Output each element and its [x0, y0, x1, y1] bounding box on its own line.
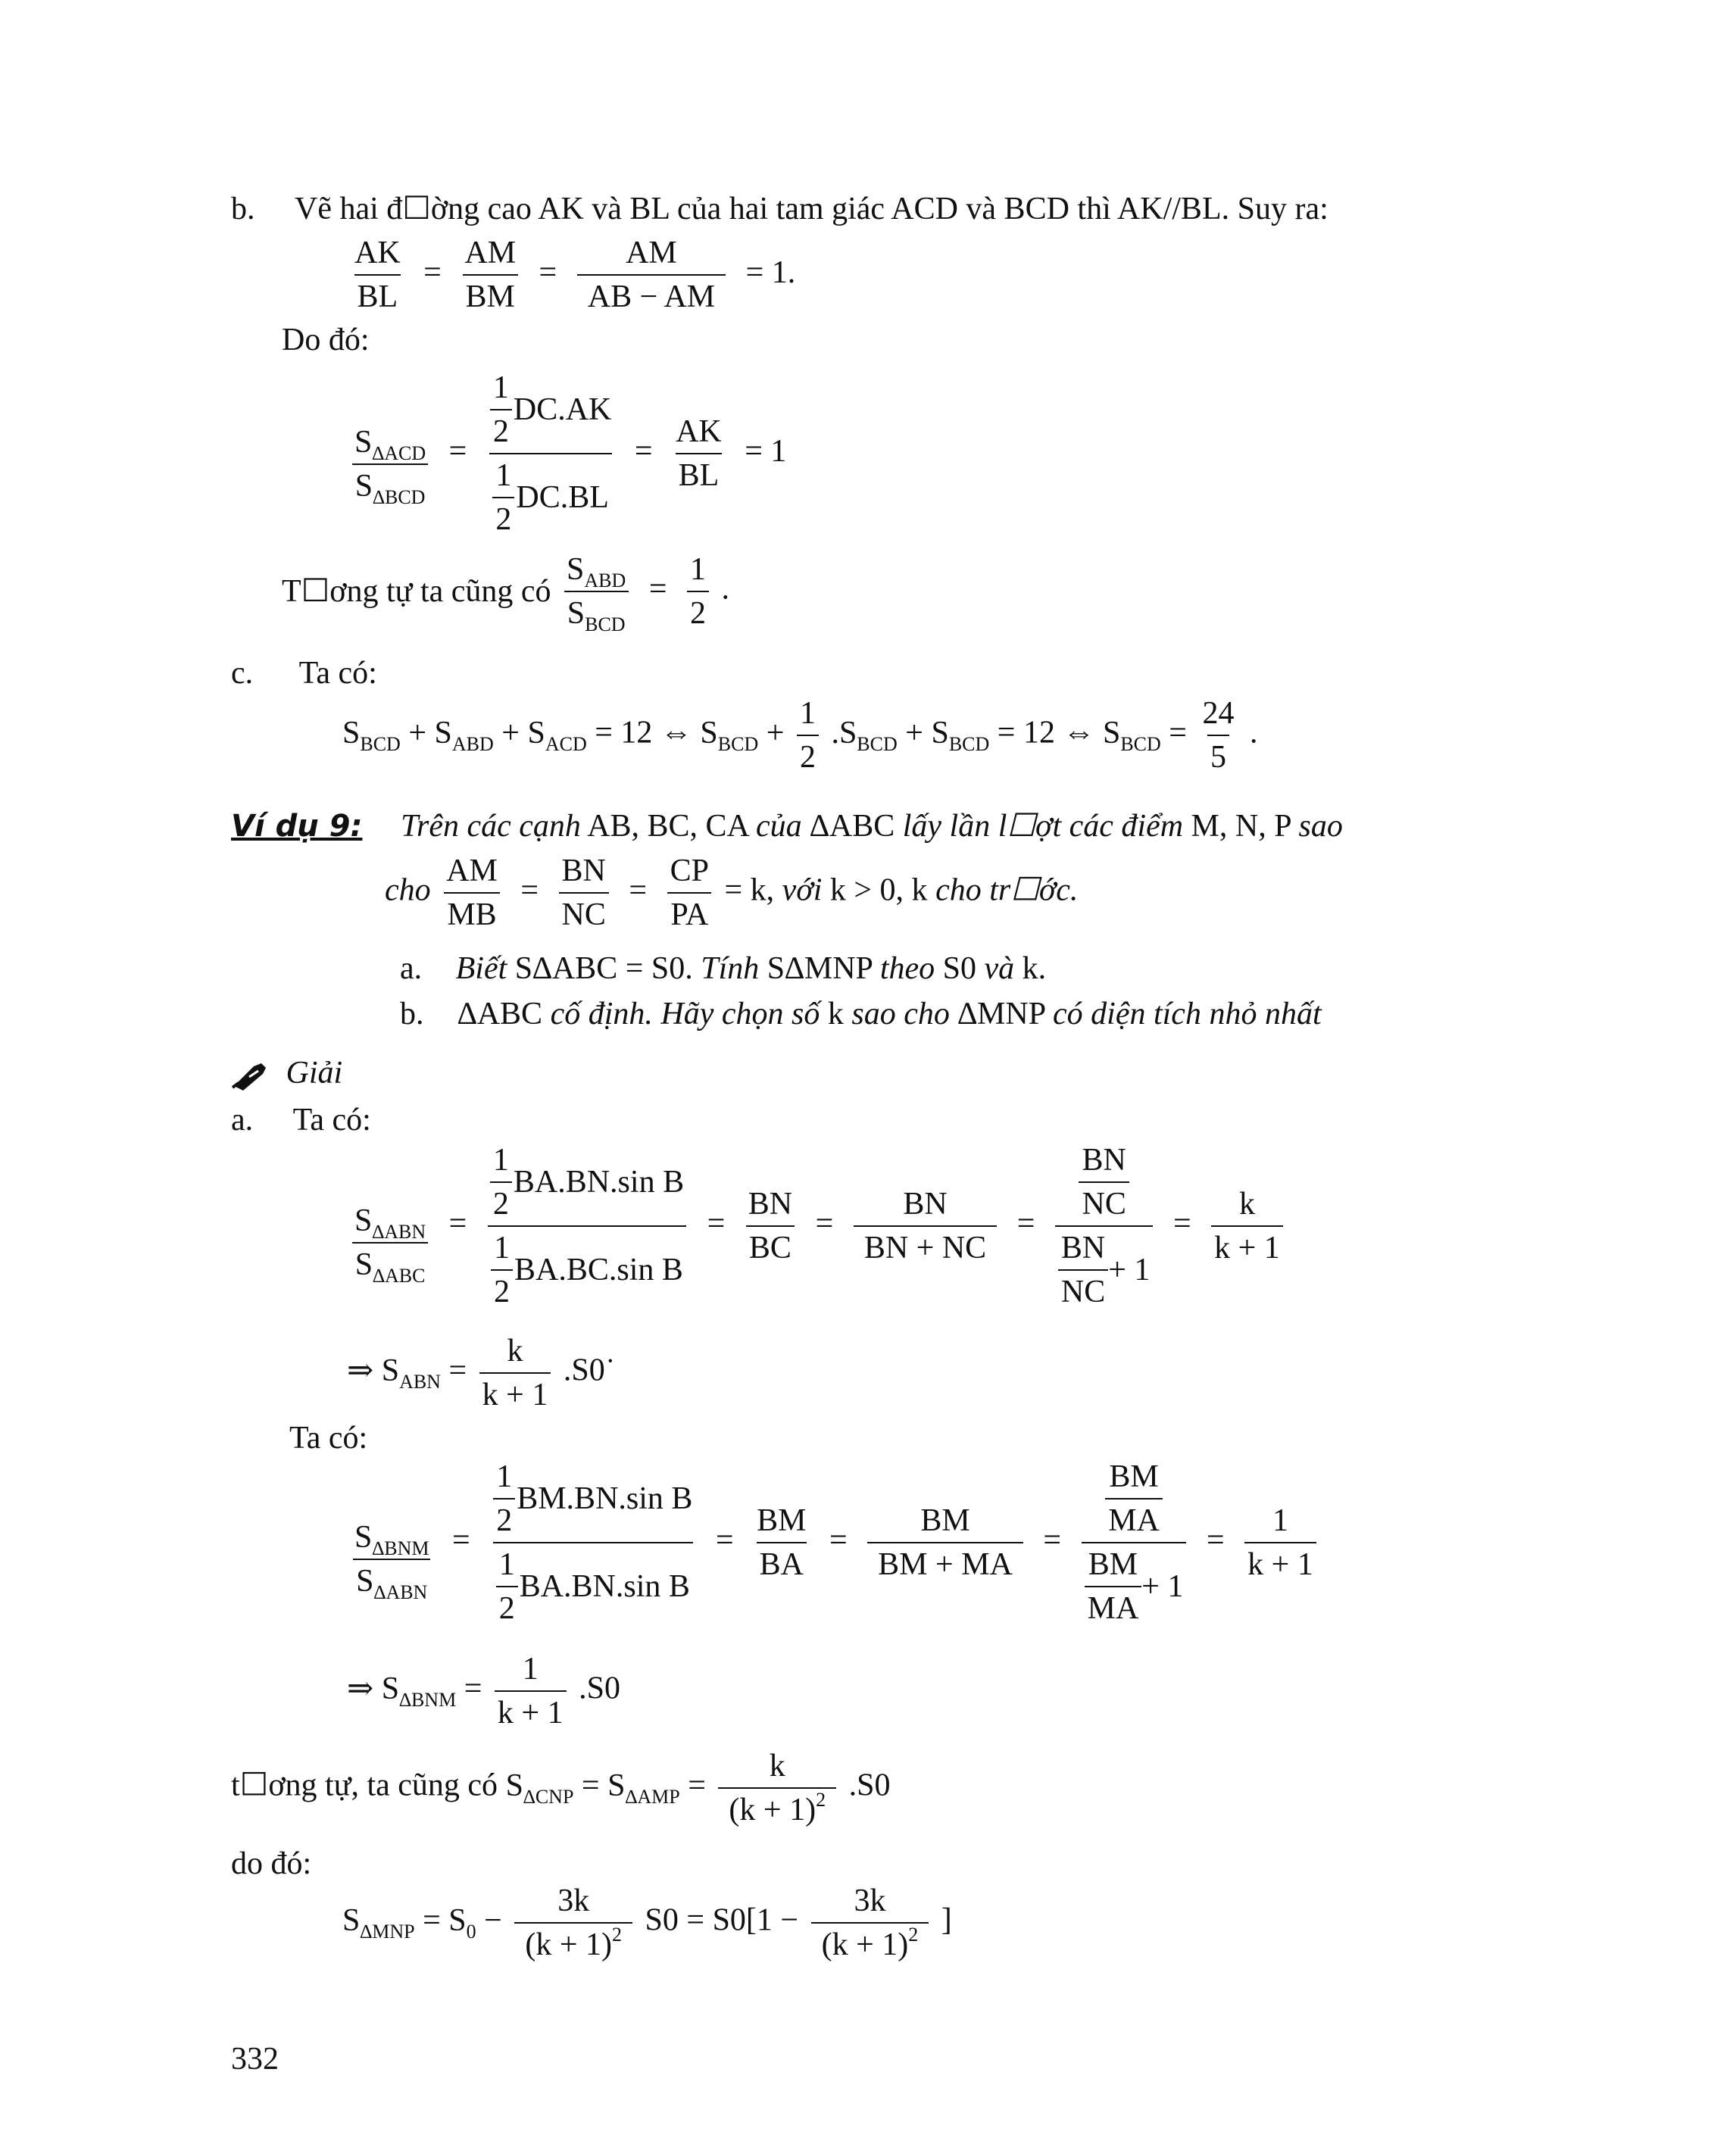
text: theo — [879, 951, 935, 986]
half-num: 1 — [492, 1143, 509, 1178]
subscript: BCD — [948, 732, 990, 755]
frac-num: AK — [354, 236, 401, 270]
frac-num: k — [1238, 1187, 1255, 1222]
frac-den: PA — [667, 892, 711, 932]
frac-num: AK — [676, 414, 722, 450]
text: b. — [400, 997, 424, 1031]
text: sao cho — [851, 997, 950, 1031]
half-num: 1 — [492, 370, 509, 405]
text: Trên các cạnh — [400, 809, 581, 844]
frac-den: k + 1 — [479, 1372, 551, 1412]
example-line-1 — [231, 810, 1343, 842]
solution-equation-2: $\frac{S_{\Delta BNM}}{S_{\Delta ABN}}$ = $\frac{1}{2}$ BM.BN.sin B $\frac{1}{2}$ BA.BN.sin B = $\frac{BM}{BA}$ = $\frac{BM}{BM + MA}$ = $\frac{BM}{MA}$ $\frac{BM}{MA}$ + 1 = $\frac{1}{k + 1}$ — [347, 1460, 1321, 1625]
example-line-2: cho $\frac{AM}{MB}$ = $\frac{BN}{NC}$ = $\frac{CP}{PA}$ = k, với k > 0, k cho tr☐ớc. — [385, 853, 1079, 933]
subscript: ∆ABN — [372, 1221, 426, 1244]
half-den: 2 — [496, 1586, 518, 1625]
frac-den: (k + 1) — [525, 1927, 613, 1963]
frac-den: k + 1 — [1211, 1225, 1283, 1265]
frac-den: BA — [757, 1542, 807, 1581]
subscript: BCD — [360, 732, 401, 755]
solution-taco-2: Ta có: — [289, 1421, 368, 1456]
frac-num: k — [769, 1749, 785, 1783]
text: a. — [231, 1103, 254, 1137]
half-den: 2 — [493, 1498, 515, 1537]
frac-num: CP — [670, 853, 709, 888]
partb-equation-2: $\frac{S_{\Delta ACD}}{S_{\Delta BCD}}$ = $\frac{1}{2}$ DC.AK $\frac{1}{2}$ DC.BL = $\frac{AK}{BL}$ = 1 — [347, 371, 794, 536]
eq-twelve: = 12 — [997, 715, 1055, 751]
solution-tuongtu: t☐ơng tự, ta cũng có $S_{\Delta CNP} = S_{\Delta AMP}$ = $\frac{k}{(k + 1)^2}$ .S0 — [231, 1749, 891, 1828]
tuongtu-text: T☐ơng tự ta cũng có — [282, 574, 551, 610]
subscript: ∆MNP — [360, 1920, 415, 1943]
big-den: DC.BL — [516, 480, 609, 516]
frac-den: BL — [354, 274, 401, 314]
subscript: BCD — [717, 732, 759, 755]
eq-twelve: = 12 — [595, 715, 653, 751]
partb-line — [231, 193, 1329, 225]
half-den: 2 — [490, 1181, 512, 1221]
s-symbol: S — [354, 469, 373, 504]
text: S0 — [942, 951, 976, 986]
s-symbol: S — [354, 425, 373, 460]
solution-equation-1: $\frac{S_{\Delta ABN}}{S_{\Delta ABC}}$ = $\frac{1}{2}$ BA.BN.sin B $\frac{1}{2}$ BA.BC.sin B = $\frac{BN}{BC}$ = $\frac{BN}{BN + NC}$ = $\frac{BN}{NC}$ $\frac{BN}{NC}$ + 1 = $\frac{k}{k + 1}$ — [347, 1144, 1288, 1309]
iff-symbol: ⇔ — [660, 715, 692, 751]
big-den: BA.BC.sin B — [514, 1253, 683, 1288]
eq-one: = 1 — [745, 433, 787, 469]
subscript: ∆CNP — [523, 1785, 574, 1808]
example-question-b — [400, 998, 1322, 1030]
frac-num: AM — [446, 853, 498, 888]
text: và — [984, 951, 1015, 986]
text: ∆ABC — [457, 997, 543, 1031]
half-num: 1 — [495, 458, 512, 494]
frac-den: AB − AM — [577, 274, 726, 314]
big-num: BM.BN.sin B — [517, 1481, 693, 1517]
frac-den: k + 1 — [1244, 1542, 1316, 1581]
solution-title — [231, 1057, 342, 1091]
text: cho — [385, 872, 431, 908]
text: .S0 — [848, 1768, 891, 1803]
frac-num: 3k — [854, 1883, 886, 1918]
frac-num: 3k — [557, 1883, 590, 1918]
frac-num: 1 — [690, 552, 706, 587]
partb-equation-1: $\frac{AK}{BL}$ = $\frac{AM}{BM}$ = $\frac{AM}{AB - AM}$ = 1. — [347, 236, 803, 314]
text: .S0 — [579, 1671, 620, 1706]
half-den: 2 — [490, 409, 512, 448]
frac-den: 5 — [1207, 735, 1229, 774]
frac-num: AM — [464, 236, 517, 270]
subscript: ∆BCD — [373, 486, 426, 509]
frac-num: BN — [1060, 1231, 1106, 1266]
text: cho tr☐ớc. — [935, 872, 1079, 908]
frac-den: k + 1 — [495, 1690, 567, 1730]
half-num: 1 — [496, 1459, 513, 1494]
solution-a-line — [231, 1104, 371, 1136]
text: ∆ABC — [810, 809, 895, 844]
frac-den: MA — [1085, 1586, 1142, 1625]
text: Tính — [701, 951, 760, 986]
frac-num: BN — [903, 1187, 948, 1222]
subscript: ∆ABN — [373, 1581, 428, 1604]
solution-title-text: Giải — [286, 1056, 343, 1091]
text: ] — [941, 1902, 952, 1938]
pencil-hand-icon — [231, 1060, 270, 1091]
partc-equation: $S_{BCD} + S_{ABD} + S_{ACD} = 12$ ⇔ $S_{BCD}$ + $\frac{1}{2}$ $.S_{BCD} + S_{BCD} = 12$ ⇔ $S_{BCD}$ = $\frac{24}{5}$ . — [342, 696, 1258, 775]
half-num: 1 — [494, 1231, 510, 1266]
text: Ta có: — [292, 1103, 371, 1137]
text: sao — [1298, 809, 1343, 844]
example-label: Ví dụ 9: — [231, 809, 363, 844]
frac-den: NC — [1079, 1181, 1129, 1221]
plus-one: + 1 — [1108, 1253, 1151, 1288]
text: a. — [400, 951, 423, 986]
half-den: 2 — [491, 1269, 513, 1309]
subscript: ∆ABC — [373, 1265, 426, 1287]
text: lấy lần l☐ợt các điểm — [902, 809, 1184, 844]
frac-den: BL — [676, 453, 723, 492]
text: k — [827, 997, 844, 1031]
example-question-a — [400, 953, 1046, 985]
frac-den: BC — [746, 1225, 795, 1265]
frac-den: 2 — [687, 591, 709, 630]
frac-den: 2 — [797, 735, 819, 774]
big-num: BA.BN.sin B — [513, 1165, 685, 1200]
frac-num: 1 — [1272, 1503, 1288, 1539]
text: M, N, P — [1191, 809, 1291, 844]
half-den: 2 — [492, 497, 514, 536]
frac-num: BM — [1109, 1459, 1159, 1494]
text: = k, — [724, 872, 775, 908]
subscript: ∆BNM — [399, 1688, 457, 1711]
text: S∆MNP — [767, 951, 873, 986]
partb-dodo: Do đó: — [282, 323, 370, 357]
frac-num: BN — [1082, 1143, 1126, 1178]
frac-den: MB — [444, 892, 499, 932]
subscript: BCD — [1120, 732, 1161, 755]
subscript: BCD — [585, 613, 626, 636]
half-num: 1 — [498, 1547, 515, 1583]
subscript: ABD — [584, 570, 626, 591]
frac-num: BN — [748, 1187, 793, 1222]
subscript: BCD — [857, 732, 898, 755]
solution-dodo: do đó: — [231, 1846, 312, 1881]
frac-num: 1 — [522, 1652, 539, 1687]
text: t☐ơng tự, ta cũng có — [231, 1768, 498, 1803]
frac-den: MA — [1105, 1498, 1163, 1537]
iff-symbol: ⇔ — [1063, 715, 1095, 751]
text: Biết — [455, 951, 507, 986]
frac-den: (k + 1) — [821, 1927, 909, 1963]
page-number: 332 — [231, 2042, 279, 2077]
frac-den: (k + 1) — [729, 1793, 816, 1828]
frac-den: NC — [559, 892, 609, 932]
subscript: ∆AMP — [625, 1785, 680, 1808]
frac-den: BM + MA — [867, 1542, 1023, 1581]
subscript: ∆BNM — [372, 1537, 429, 1560]
partc-text: Ta có: — [298, 656, 377, 691]
solution-implication-2: ⇒ $S_{\Delta BNM}$ = $\frac{1}{k + 1}$ .S0 — [347, 1652, 620, 1731]
subscript: ACD — [545, 732, 587, 755]
frac-num: k — [507, 1334, 523, 1368]
partc-label: c. — [231, 656, 254, 691]
partb-tuongtu: T☐ơng tự ta cũng có $\frac{S_{ABD}}{S_{BCD}}$ = $\frac{1}{2}$ . — [282, 552, 729, 636]
frac-num: 1 — [799, 696, 816, 731]
partc-line — [231, 657, 377, 689]
subscript: ABD — [451, 732, 494, 755]
frac-num: BM — [1088, 1547, 1138, 1583]
plus-one: + 1 — [1141, 1569, 1184, 1605]
frac-den: BN + NC — [854, 1225, 997, 1265]
subscript: ABN — [399, 1370, 441, 1393]
partb-label: b. — [231, 192, 255, 226]
subscript: ∆ACD — [372, 442, 426, 465]
big-num: DC.AK — [513, 392, 612, 428]
solution-final-equation: $S_{\Delta MNP} = S_0$ − $\frac{3k}{(k + 1)^2}$ S0 = S0[1 − $\frac{3k}{(k + 1)^2}$ ] — [342, 1883, 952, 1963]
partb-tail: = 1. — [745, 254, 796, 290]
text: .S0˙ — [563, 1353, 616, 1388]
text: AB, BC, CA — [587, 809, 748, 844]
frac-den: BM — [463, 274, 518, 314]
frac-num: BN — [561, 853, 606, 888]
big-den: BA.BN.sin B — [519, 1569, 690, 1605]
text: với — [782, 872, 823, 908]
frac-num: 24 — [1202, 696, 1235, 731]
frac-den: NC — [1058, 1269, 1108, 1309]
text: của — [756, 809, 802, 844]
text: có diện tích nhỏ nhất — [1053, 997, 1322, 1031]
frac-num: BM — [757, 1503, 807, 1539]
text: S∆ABC = S0. — [514, 951, 693, 986]
text: ∆MNP — [957, 997, 1045, 1031]
frac-num: AM — [626, 236, 677, 270]
text: cố định. Hãy chọn số — [550, 997, 820, 1031]
text: S0 = S0[1 − — [645, 1902, 799, 1938]
solution-implication-1: ⇒ $S_{ABN}$ = $\frac{k}{k + 1}$ .S0˙ — [347, 1334, 616, 1413]
frac-num: BM — [920, 1503, 970, 1539]
partb-text: Vẽ hai đ☐ờng cao AK và BL của hai tam giác ACD và BCD thì AK//BL. Suy ra: — [295, 192, 1329, 226]
text: k > 0, k — [829, 872, 928, 908]
text: k. — [1022, 951, 1047, 986]
